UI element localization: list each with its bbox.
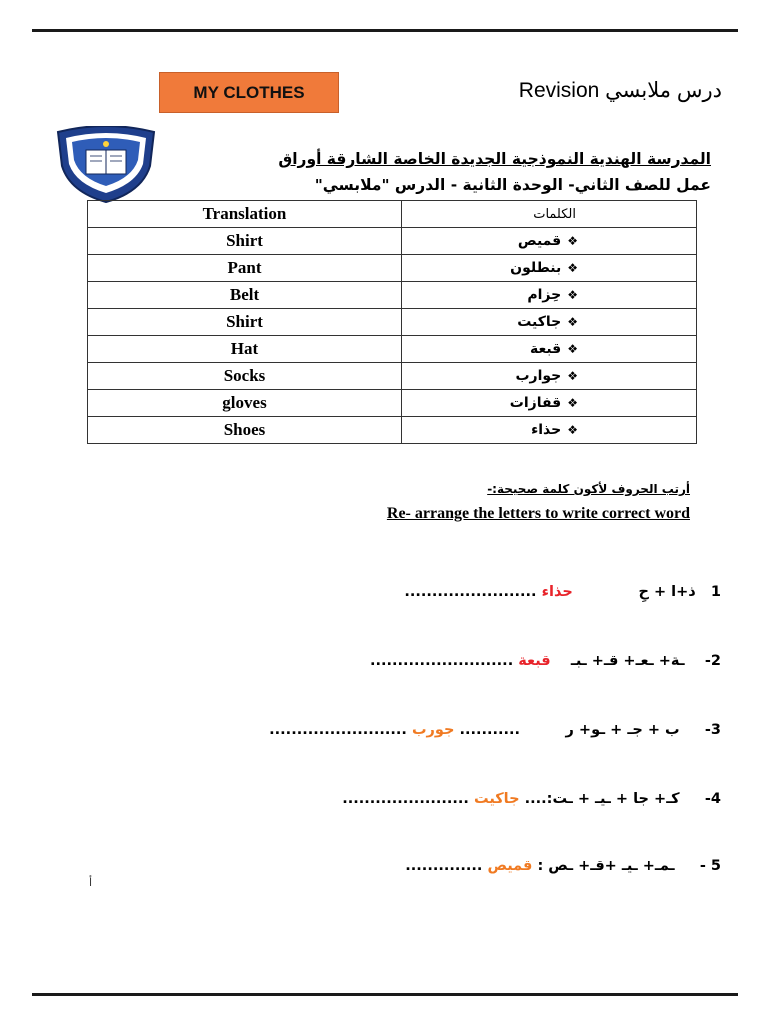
top-rule: [32, 29, 738, 32]
question-4: [241, 791, 721, 807]
translation-cell: Socks: [88, 363, 402, 390]
question-letters: ـمـ+ ـيـ +قـ+ ـص :: [537, 858, 675, 874]
word-cell: ❖جوارب: [402, 363, 697, 390]
question-letters: ذ+ا + حِ: [638, 584, 696, 600]
translation-cell: Shirt: [88, 228, 402, 255]
bullet-icon: ❖: [567, 288, 578, 302]
question-answer: قبعة: [518, 653, 551, 669]
answer-dots: ..........................: [369, 653, 514, 669]
question-answer: جاكيت: [473, 791, 520, 807]
word-cell: ❖حِزام: [402, 282, 697, 309]
bottom-rule: [32, 993, 738, 996]
bullet-icon: ❖: [567, 342, 578, 356]
answer-dots: ........................: [404, 584, 537, 600]
answer-dots: .......................: [342, 791, 469, 807]
instruction-english: Re- arrange the letters to write correct word: [386, 505, 690, 522]
stray-mark: أ: [89, 876, 93, 889]
word-cell: ❖حذاء: [402, 417, 697, 444]
word-cell: ❖قميص: [402, 228, 697, 255]
question-1: [241, 584, 721, 600]
word-cell: ❖جاكيت: [402, 309, 697, 336]
question-2: [241, 653, 721, 669]
header-words: الكلمات: [402, 201, 697, 228]
question-number: 5 -: [699, 858, 721, 874]
table-row: [88, 309, 697, 336]
translation-cell: Hat: [88, 336, 402, 363]
lesson-title-box: MY CLOTHES: [159, 72, 339, 113]
table-header-row: [88, 201, 697, 228]
question-number: 2-: [704, 653, 721, 669]
translation-cell: Pant: [88, 255, 402, 282]
table-row: [88, 255, 697, 282]
bullet-icon: ❖: [567, 315, 578, 329]
school-name-line2: عمل للصف الثاني- الوحدة الثانية - الدرس "ملابسي": [314, 176, 711, 194]
school-crest-icon: [50, 126, 162, 204]
bullet-icon: ❖: [567, 423, 578, 437]
answer-dots: ..............: [405, 858, 483, 874]
word-cell: ❖قفازات: [402, 390, 697, 417]
word-cell: ❖قبعة: [402, 336, 697, 363]
question-letters: ب + جـ + ـو+ ر: [565, 722, 680, 738]
question-number: 3-: [704, 722, 721, 738]
bullet-icon: ❖: [567, 369, 578, 383]
question-answer: حذاء: [541, 584, 573, 600]
header-translation: Translation: [88, 201, 402, 228]
bullet-icon: ❖: [567, 396, 578, 410]
table-row: [88, 363, 697, 390]
revision-heading: درس ملابسي Revision: [518, 79, 722, 102]
table-row: [88, 417, 697, 444]
table-row: [88, 336, 697, 363]
question-answer: قميص: [487, 858, 533, 874]
question-number: 1: [710, 584, 721, 600]
instruction-arabic: أرتب الحروف لأكون كلمة صحيحة:-: [487, 482, 690, 496]
table-row: [88, 390, 697, 417]
question-letters: كـ+ جا + ـيـ + ـت:....: [524, 791, 680, 807]
question-letters: ـة+ ـعـ+ قـ+ ـبـ: [570, 653, 685, 669]
vocabulary-table: [87, 200, 697, 444]
table-row: [88, 282, 697, 309]
translation-cell: Shoes: [88, 417, 402, 444]
translation-cell: Shirt: [88, 309, 402, 336]
word-cell: ❖بنطلون: [402, 255, 697, 282]
answer-pre-dots: ...........: [459, 722, 521, 738]
bullet-icon: ❖: [567, 234, 578, 248]
answer-dots: .........................: [269, 722, 407, 738]
question-answer: جورب: [411, 722, 455, 738]
translation-cell: Belt: [88, 282, 402, 309]
translation-cell: gloves: [88, 390, 402, 417]
bullet-icon: ❖: [567, 261, 578, 275]
question-number: 4-: [704, 791, 721, 807]
school-name-line1: المدرسة الهندية النموذجية الجديدة الخاصة الشارقة أوراق: [278, 150, 711, 168]
question-3: [241, 722, 721, 738]
question-5: [241, 858, 721, 874]
table-row: [88, 228, 697, 255]
